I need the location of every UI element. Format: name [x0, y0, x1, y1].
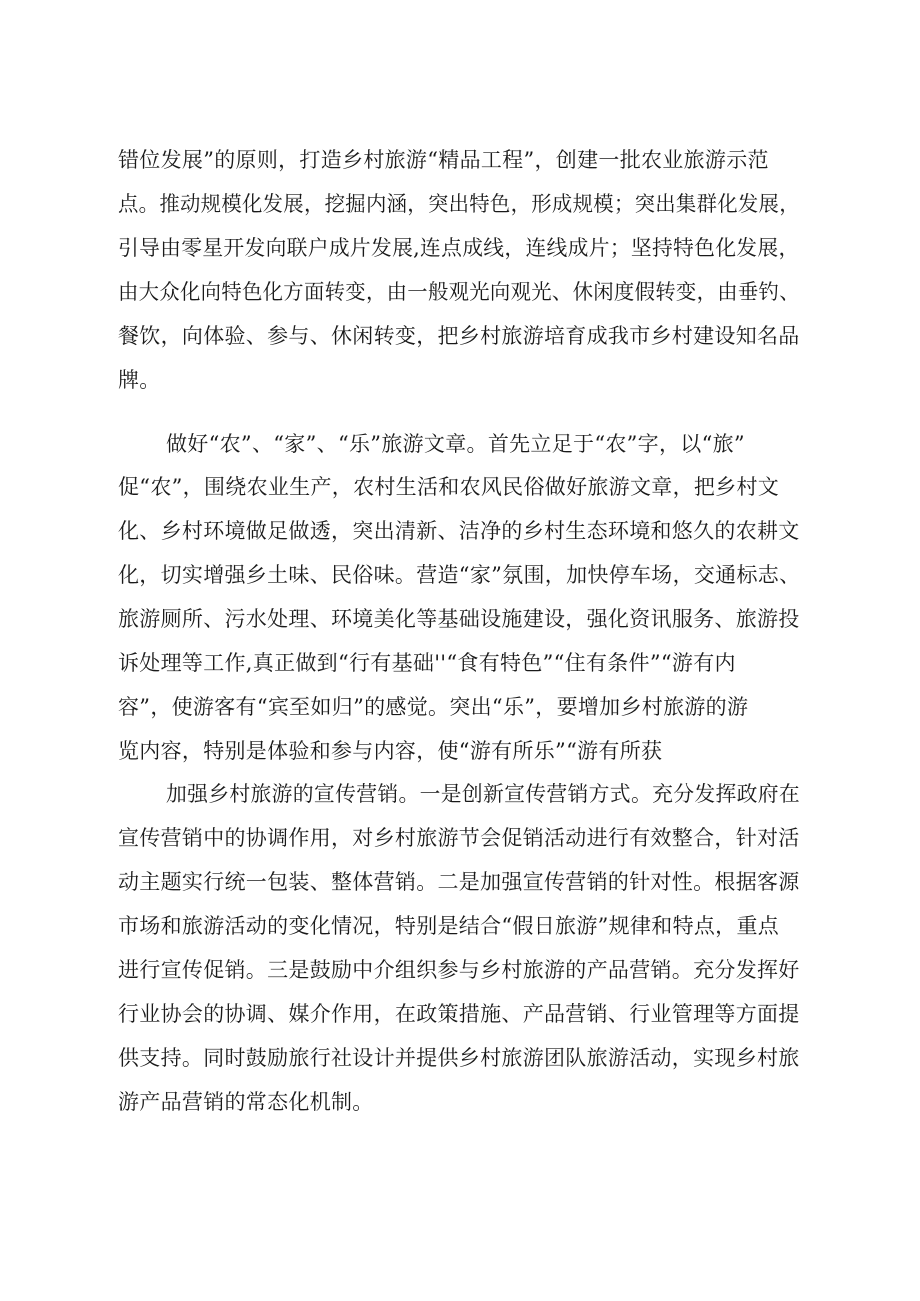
paragraph-1-line-4: 由大众化向特色化方面转变，由一般观光向观光、休闲度假转变，由垂钓、: [118, 280, 800, 304]
paragraph-3-line-2: 宣传营销中的协调作用，对乡村旅游节会促销活动进行有效整合，针对活: [118, 826, 800, 850]
paragraph-2-line-7: 容”，使游客有“宾至如归”的感觉。突出“乐”，要增加乡村旅游的游: [118, 695, 749, 719]
paragraph-3-line-6: 行业协会的协调、媒介作用，在政策措施、产品营销、行业管理等方面提: [118, 1002, 800, 1026]
paragraph-1-line-2: 点。推动规模化发展，挖掘内涵，突出特色，形成规模；突出集群化发展，: [118, 192, 800, 216]
paragraph-2-line-1: 做好“农”、“家”、“乐”旅游文章。首先立足于“农”字，以“旅”: [166, 432, 745, 456]
paragraph-2-line-5: 旅游厕所、污水处理、环境美化等基础设施建设，强化资讯服务、旅游投: [118, 607, 800, 631]
paragraph-2-line-3: 化、乡村环境做足做透，突出清新、洁净的乡村生态环境和悠久的农耕文: [118, 519, 800, 543]
paragraph-3-line-5: 进行宣传促销。三是鼓励中介组织参与乡村旅游的产品营销。充分发挥好: [118, 958, 800, 982]
paragraph-3-line-4: 市场和旅游活动的变化情况，特别是结合“假日旅游”规律和特点，重点: [118, 914, 780, 938]
paragraph-2-line-4: 化，切实增强乡土味、民俗味。营造“家”氛围，加快停车场，交通标志、: [118, 563, 801, 587]
paragraph-3-line-3: 动主题实行统一包装、整体营销。二是加强宣传营销的针对性。根据客源: [118, 870, 800, 894]
paragraph-2-line-8: 览内容，特别是体验和参与内容，使“游有所乐”“游有所获: [118, 739, 663, 763]
paragraph-3-line-8: 游产品营销的常态化机制。: [118, 1090, 374, 1114]
paragraph-3-line-7: 供支持。同时鼓励旅行社设计并提供乡村旅游团队旅游活动，实现乡村旅: [118, 1046, 800, 1070]
paragraph-3-line-1: 加强乡村旅游的宣传营销。一是创新宣传营销方式。充分发挥政府在: [166, 782, 801, 806]
paragraph-1-line-5: 餐饮，向体验、参与、休闲转变，把乡村旅游培育成我市乡村建设知名品: [118, 324, 800, 348]
paragraph-1-line-3: 引导由零星开发向联户成片发展,连点成线，连线成片；坚持特色化发展，: [118, 236, 800, 260]
paragraph-1-line-1: 错位发展”的原则，打造乡村旅游“精品工程”，创建一批农业旅游示范: [118, 148, 769, 172]
paragraph-2-line-2: 促“农”，围绕农业生产，农村生活和农风民俗做好旅游文章，把乡村文: [118, 475, 780, 499]
paragraph-1-line-6: 牌。: [118, 368, 161, 392]
paragraph-2-line-6: 诉处理等工作,真正做到“行有基础''“食有特色”“住有条件”“游有内: [118, 651, 736, 675]
